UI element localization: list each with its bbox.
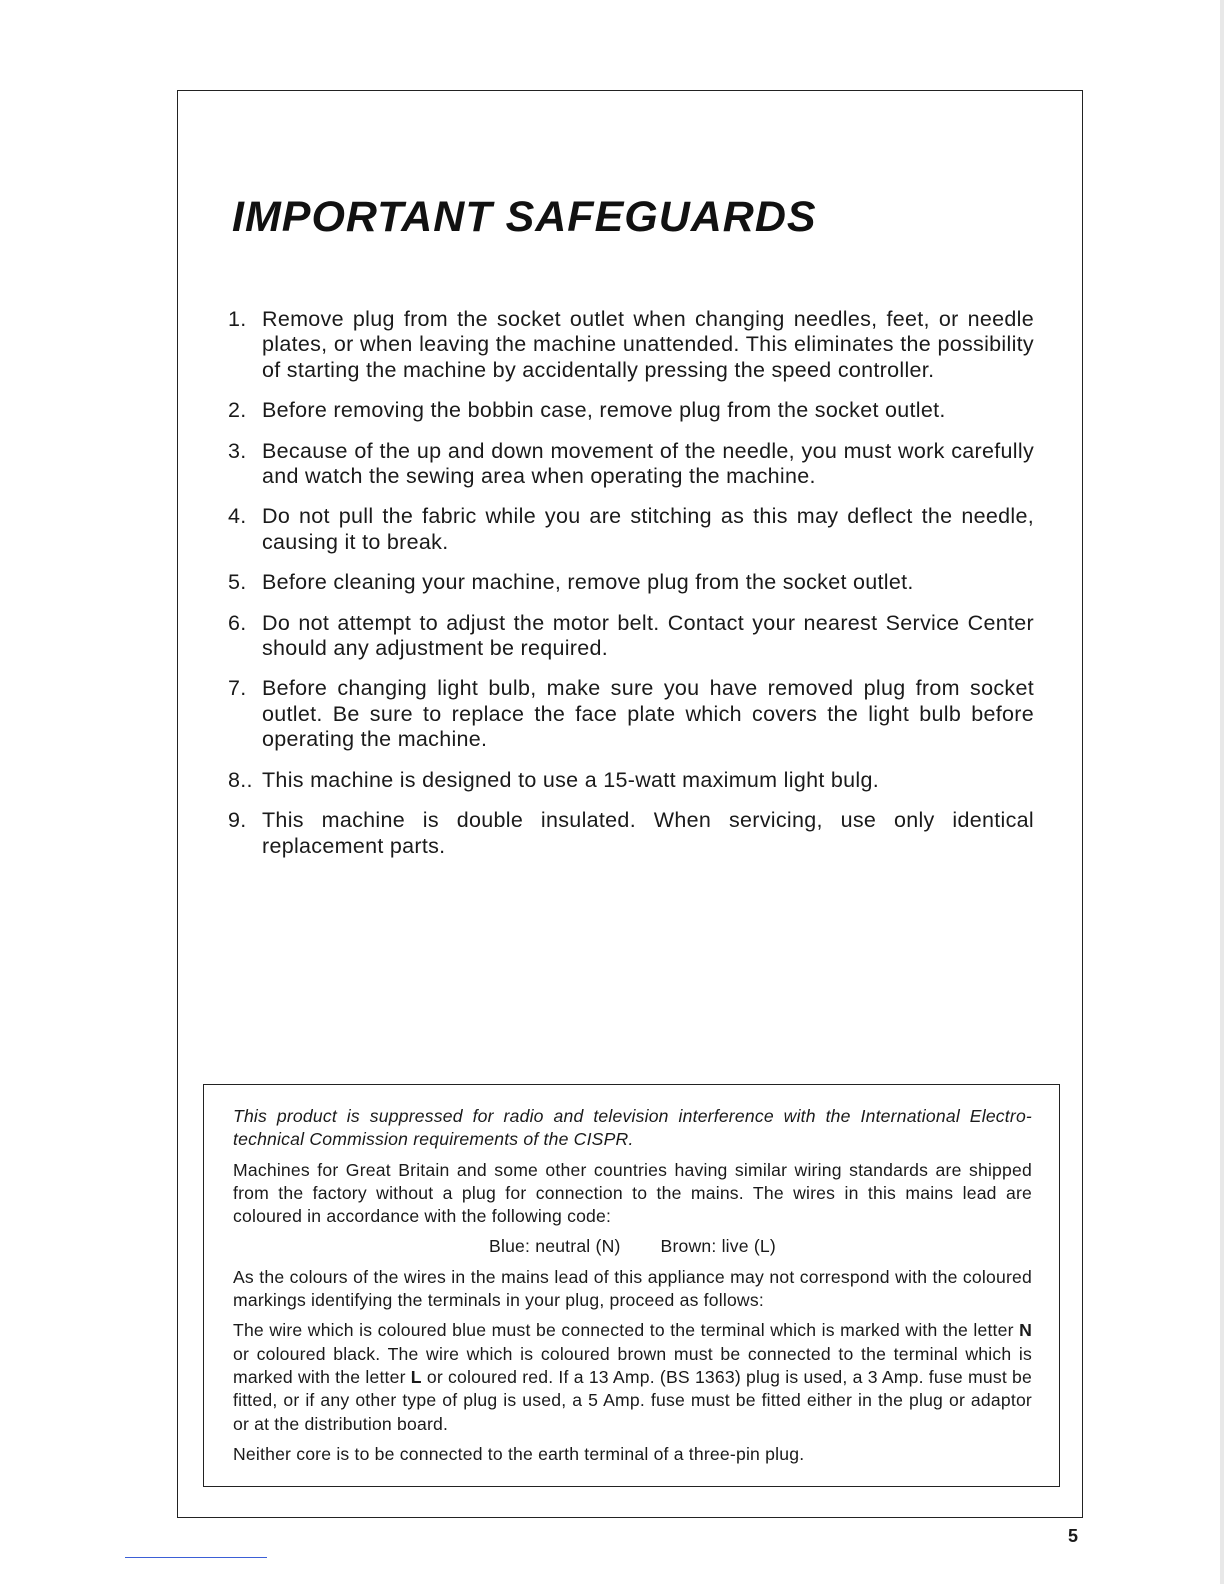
item-text: Because of the up and down movement of the needle, you must work carefully and watch the sewing area when operating the machine. [262, 438, 1034, 489]
suppression-statement: This product is suppressed for radio and television interference with the International Electro-technical Commission requirements of the CISPR. [233, 1106, 1032, 1150]
page-edge-shade [1220, 0, 1224, 1584]
list-item [228, 398, 1034, 423]
item-number: 5. [228, 570, 247, 595]
link-underline [125, 1557, 267, 1558]
item-number: 1. [228, 307, 247, 331]
code-blue: Blue: neutral (N) [489, 1236, 621, 1257]
letter-n: N [1019, 1320, 1032, 1341]
item-number: 6. [228, 610, 247, 635]
list-item [228, 808, 1034, 859]
wiring-intro: Machines for Great Britain and some other countries having similar wiring standards are shipped from the factory without a plug for connection to the mains. The wires in this mains lead are coloured in accordance with the following code: [233, 1159, 1032, 1227]
item-number: 8.. [228, 767, 253, 792]
interference-notice-box [203, 1084, 1060, 1487]
earth-note: Neither core is to be connected to the earth terminal of a three-pin plug. [233, 1443, 805, 1464]
code-brown: Brown: live (L) [660, 1236, 776, 1257]
list-item [228, 676, 1034, 752]
page-number: 5 [1068, 1526, 1079, 1546]
safeguards-list [228, 307, 1034, 874]
connection-instructions: The wire which is coloured blue must be connected to the terminal which is marked with the letter N or coloured black. The wire which is coloured brown must be connected to the terminal which is marked with the letter L or coloured red. If a 13 Amp. (BS 1363) plug is used, a 3 Amp. fuse must be fitted, or if any other type of plug is used, a 5 Amp. fuse must be fitted either in the plug or adaptor or at the distribution board. [233, 1320, 1032, 1434]
list-item [228, 768, 1034, 793]
item-text: Do not pull the fabric while you are stitching as this may deflect the needle, causing it to break. [262, 504, 1034, 554]
list-item [228, 504, 1034, 555]
item-text: Do not attempt to adjust the motor belt. Contact your nearest Service Center should any adjustment be required. [262, 610, 1034, 661]
item-number: 7. [228, 676, 247, 701]
list-item [228, 570, 1034, 595]
list-item [228, 307, 1034, 383]
item-number: 4. [228, 504, 247, 529]
item-number: 9. [228, 808, 247, 833]
list-item [228, 439, 1034, 490]
item-text: This machine is designed to use a 15-watt maximum light bulg. [262, 767, 880, 792]
letter-l: L [410, 1366, 422, 1387]
page-title: IMPORTANT SAFEGUARDS [232, 193, 817, 241]
item-text: This machine is double insulated. When servicing, use only identical replacement parts. [262, 808, 1034, 858]
wire-colour-codes [233, 1235, 1032, 1258]
item-text: Before cleaning your machine, remove plug from the socket outlet. [262, 570, 914, 595]
item-number: 3. [228, 438, 247, 463]
item-text: Before changing light bulb, make sure you have removed plug from socket outlet. Be sure to replace the face plate which covers the light bulb before operating the machine. [262, 676, 1034, 752]
item-text: Remove plug from the socket outlet when changing needles, feet, or needle plates, or when leaving the machine unattended. This eliminates the possibility of starting the machine by accidentally pressing the speed controller. [262, 307, 1034, 382]
item-number: 2. [228, 398, 247, 423]
item-text: Before removing the bobbin case, remove plug from the socket outlet. [262, 398, 946, 423]
colours-note: As the colours of the wires in the mains lead of this appliance may not correspond with the coloured markings identifying the terminals in your plug, proceed as follows: [233, 1266, 1032, 1311]
list-item [228, 611, 1034, 662]
